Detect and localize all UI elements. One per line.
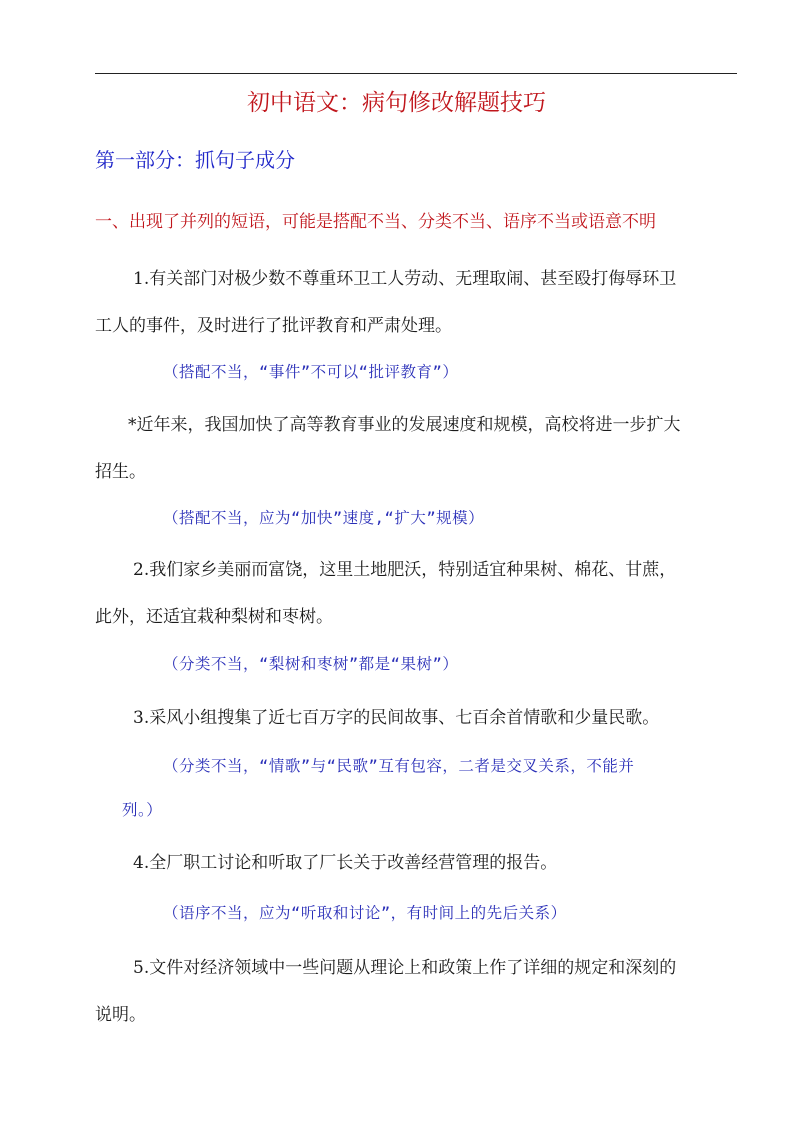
item-star-line-1: *近年来，我国加快了高等教育事业的发展速度和规模，高校将进一步扩大 <box>128 415 681 435</box>
item-3-line-1: 3.采风小组搜集了近七百万字的民间故事、七百余首情歌和少量民歌。 <box>133 708 660 728</box>
item-1-line-2: 工人的事件，及时进行了批评教育和严肃处理。 <box>95 316 452 336</box>
item-3-note-line-2: 列。） <box>122 801 163 819</box>
section-heading: 一、出现了并列的短语，可能是搭配不当、分类不当、语序不当或语意不明 <box>95 212 656 232</box>
item-5-line-2: 说明。 <box>95 1005 146 1025</box>
item-4-line-1: 4.全厂职工讨论和听取了厂长关于改善经营管理的报告。 <box>133 853 558 873</box>
item-2-note: （分类不当，“梨树和枣树”都是“果树”） <box>163 655 459 673</box>
item-2-line-2: 此外，还适宜栽种梨树和枣树。 <box>95 607 333 627</box>
item-5-line-1: 5.文件对经济领域中一些问题从理论上和政策上作了详细的规定和深刻的 <box>133 958 677 978</box>
item-star-note: （搭配不当，应为“加快”速度,“扩大”规模） <box>163 509 485 527</box>
item-star-line-2: 招生。 <box>95 462 146 482</box>
item-2-line-1: 2.我们家乡美丽而富饶，这里土地肥沃，特别适宜种果树、棉花、甘蔗， <box>133 560 677 580</box>
item-4-note: （语序不当，应为“听取和讨论”，有时间上的先后关系） <box>163 904 567 922</box>
page-title: 初中语文：病句修改解题技巧 <box>247 90 546 116</box>
item-3-note-line-1: （分类不当，“情歌”与“民歌”互有包容，二者是交叉关系，不能并 <box>163 757 635 775</box>
part-heading: 第一部分：抓句子成分 <box>95 148 295 172</box>
item-1-note: （搭配不当，“事件”不可以“批评教育”） <box>163 363 459 381</box>
header-rule <box>95 73 737 74</box>
item-1-line-1: 1.有关部门对极少数不尊重环卫工人劳动、无理取闹、甚至殴打侮辱环卫 <box>133 269 677 289</box>
